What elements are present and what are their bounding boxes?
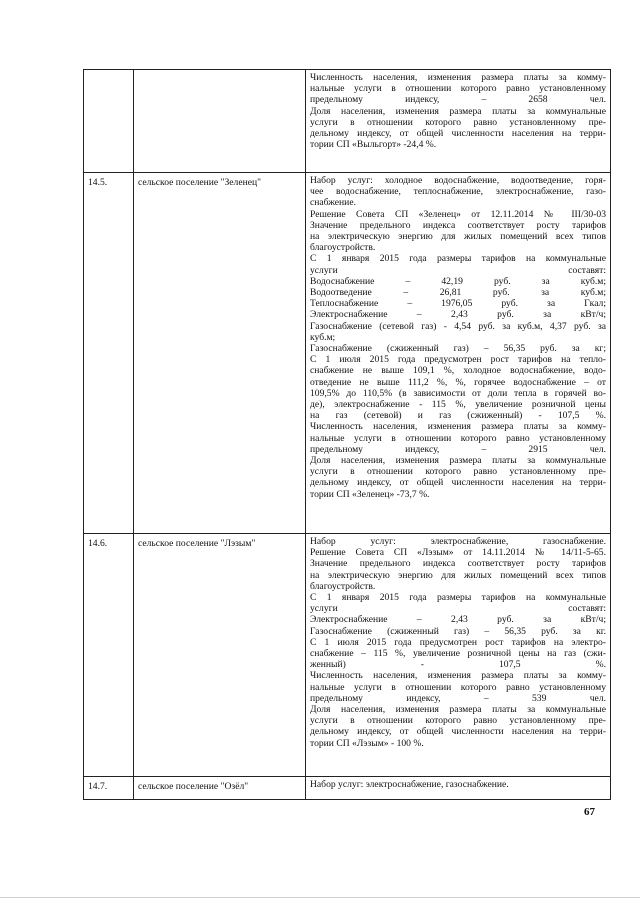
text-line: снабжение. (310, 197, 356, 209)
text-line: дельному индексу, от общей численности населения на терри- (310, 726, 606, 738)
text-line: Доля населения, изменения размера платы за коммунальные (310, 704, 606, 716)
text-line: Доля населения, изменения размера платы за коммунальные (310, 455, 606, 467)
settlement-name: сельское поселение "Зеленец" (134, 173, 306, 534)
text-line: нальные услуги в отношении которого равно установленному (310, 83, 606, 95)
text-line: Численность населения, изменения размера платы за комму- (310, 421, 606, 433)
text-line: Численность населения, изменения размера платы за комму- (310, 670, 606, 682)
text-line: нальные услуги в отношении которого равно установленному (310, 432, 606, 444)
text-line: 109,5% до 110,5% (в зависимости от доли тепла в горячей во- (310, 387, 606, 399)
table-body (84, 70, 611, 800)
text-line: Теплоснабжение – 1976,05 руб. за Гкал; (310, 298, 606, 310)
text-line: женный) - 107,5 %. (310, 659, 606, 671)
row-number: 14.6. (84, 534, 134, 777)
text-line: предельному индексу, – 2658 чел. (310, 94, 606, 106)
text-line: Газоснабжение (сжиженный газ) – 56,35 руб. за кг; (310, 343, 606, 355)
row-number: 14.7. (84, 777, 134, 800)
text-line: снабжение – 115 %, увеличение розничной цены на газ (сжи- (310, 648, 606, 660)
text-line: тории СП «Лэзым» - 100 %. (310, 737, 424, 749)
page-number: 67 (584, 806, 595, 818)
table-row (84, 173, 611, 534)
text-line: Численность населения, изменения размера платы за комму- (310, 72, 606, 83)
text-line: чее водоснабжение, теплоснабжение, электроснабжение, газо- (310, 186, 606, 198)
row-number: 14.5. (84, 173, 134, 534)
tariff-table (83, 69, 611, 800)
text-line: де), электроснабжение - 115 %, увеличение розничной цены (310, 399, 606, 411)
text-line: куб.м; (310, 331, 336, 343)
text-line: С 1 января 2015 года размеры тарифов на коммунальные (310, 253, 606, 265)
row-description (306, 534, 611, 777)
text-line: дельному индексу, от общей численности населения на терри- (310, 477, 606, 489)
text-line: услуги в отношении которого равно установленному пре- (310, 466, 606, 478)
text-line: услуги в отношении которого равно установленному пре- (310, 116, 606, 128)
text-line: Значение предельного индекса соответствует росту тарифов (310, 219, 606, 231)
text-line: Электроснабжение – 2,43 руб. за кВт/ч; (310, 309, 606, 321)
bottom-rule (0, 897, 640, 898)
text-line: на электрическую энергию для жилых помещений всех типов (310, 569, 606, 581)
table-row (84, 534, 611, 777)
text-line: Значение предельного индекса соответствует росту тарифов (310, 558, 606, 570)
settlement-name: сельское поселение "Лэзым" (134, 534, 306, 777)
settlement-name (134, 70, 306, 173)
text-line: благоустройств. (310, 242, 376, 254)
row-description (306, 173, 611, 534)
text-line: Решение Совета СП «Лэзым» от 14.11.2014 № 14/11-5-65. (310, 547, 606, 559)
text-line: предельному индексу, – 539 чел. (310, 692, 606, 704)
text-line: тории СП «Выльгорт» -24,4 %. (310, 139, 437, 151)
text-line: благоустройств. (310, 580, 376, 592)
settlement-name: сельское поселение "Озёл" (134, 777, 306, 800)
text-line: тории СП «Зеленец» -73,7 %. (310, 488, 430, 500)
text-line: С 1 января 2015 года размеры тарифов на коммунальные (310, 592, 606, 604)
text-line: Электроснабжение – 2,43 руб. за кВт/ч; (310, 614, 606, 626)
text-line: Водоотведение – 26,81 руб. за куб.м; (310, 287, 606, 299)
text-line: Газоснабжение (сетевой газ) - 4,54 руб. за куб.м, 4,37 руб. за (310, 320, 606, 332)
text-line: нальные услуги в отношении которого равно установленному (310, 681, 606, 693)
text-line: предельному индексу, – 2915 чел. (310, 443, 606, 455)
row-description (306, 70, 611, 173)
text-line: на газ (сетевой) и газ (сжиженный) - 107,5 %. (310, 410, 606, 422)
text-line: С 1 июля 2015 года предусмотрен рост тарифов на электро- (310, 636, 606, 648)
text-line: Доля населения, изменения размера платы за коммунальные (310, 105, 606, 117)
text-line: Газоснабжение (сжиженный газ) – 56,35 руб. за кг. (310, 625, 606, 637)
table-row (84, 777, 611, 800)
text-line: снабжение не выше 109,1 %, холодное водоснабжение, водо- (310, 365, 606, 377)
text-line: услуги составят: (310, 264, 606, 276)
text-line: Решение Совета СП «Зеленец» от 12.11.2014 № III/30-03 (310, 208, 606, 220)
text-line: на электрическую энергию для жилых помещений всех типов (310, 231, 606, 243)
table-row (84, 70, 611, 173)
text-line: услуги в отношении которого равно установленному пре- (310, 715, 606, 727)
row-description (306, 777, 611, 800)
text-line: услуги составят: (310, 603, 606, 615)
text-line: Набор услуг: электроснабжение, газоснабжение. (310, 779, 509, 790)
text-line: Набор услуг: электроснабжение, газоснабжение. (310, 536, 606, 547)
text-line: дельному индексу, от общей численности населения на терри- (310, 128, 606, 140)
text-line: Набор услуг: холодное водоснабжение, водоотведение, горя- (310, 175, 606, 186)
text-line: С 1 июля 2015 года предусмотрен рост тарифов на тепло- (310, 354, 606, 366)
text-line: отведение не выше 111,2 %, %, горячее водоснабжение – от (310, 376, 606, 388)
row-number (84, 70, 134, 173)
text-line: Водоснабжение – 42,19 руб. за куб.м; (310, 275, 606, 287)
